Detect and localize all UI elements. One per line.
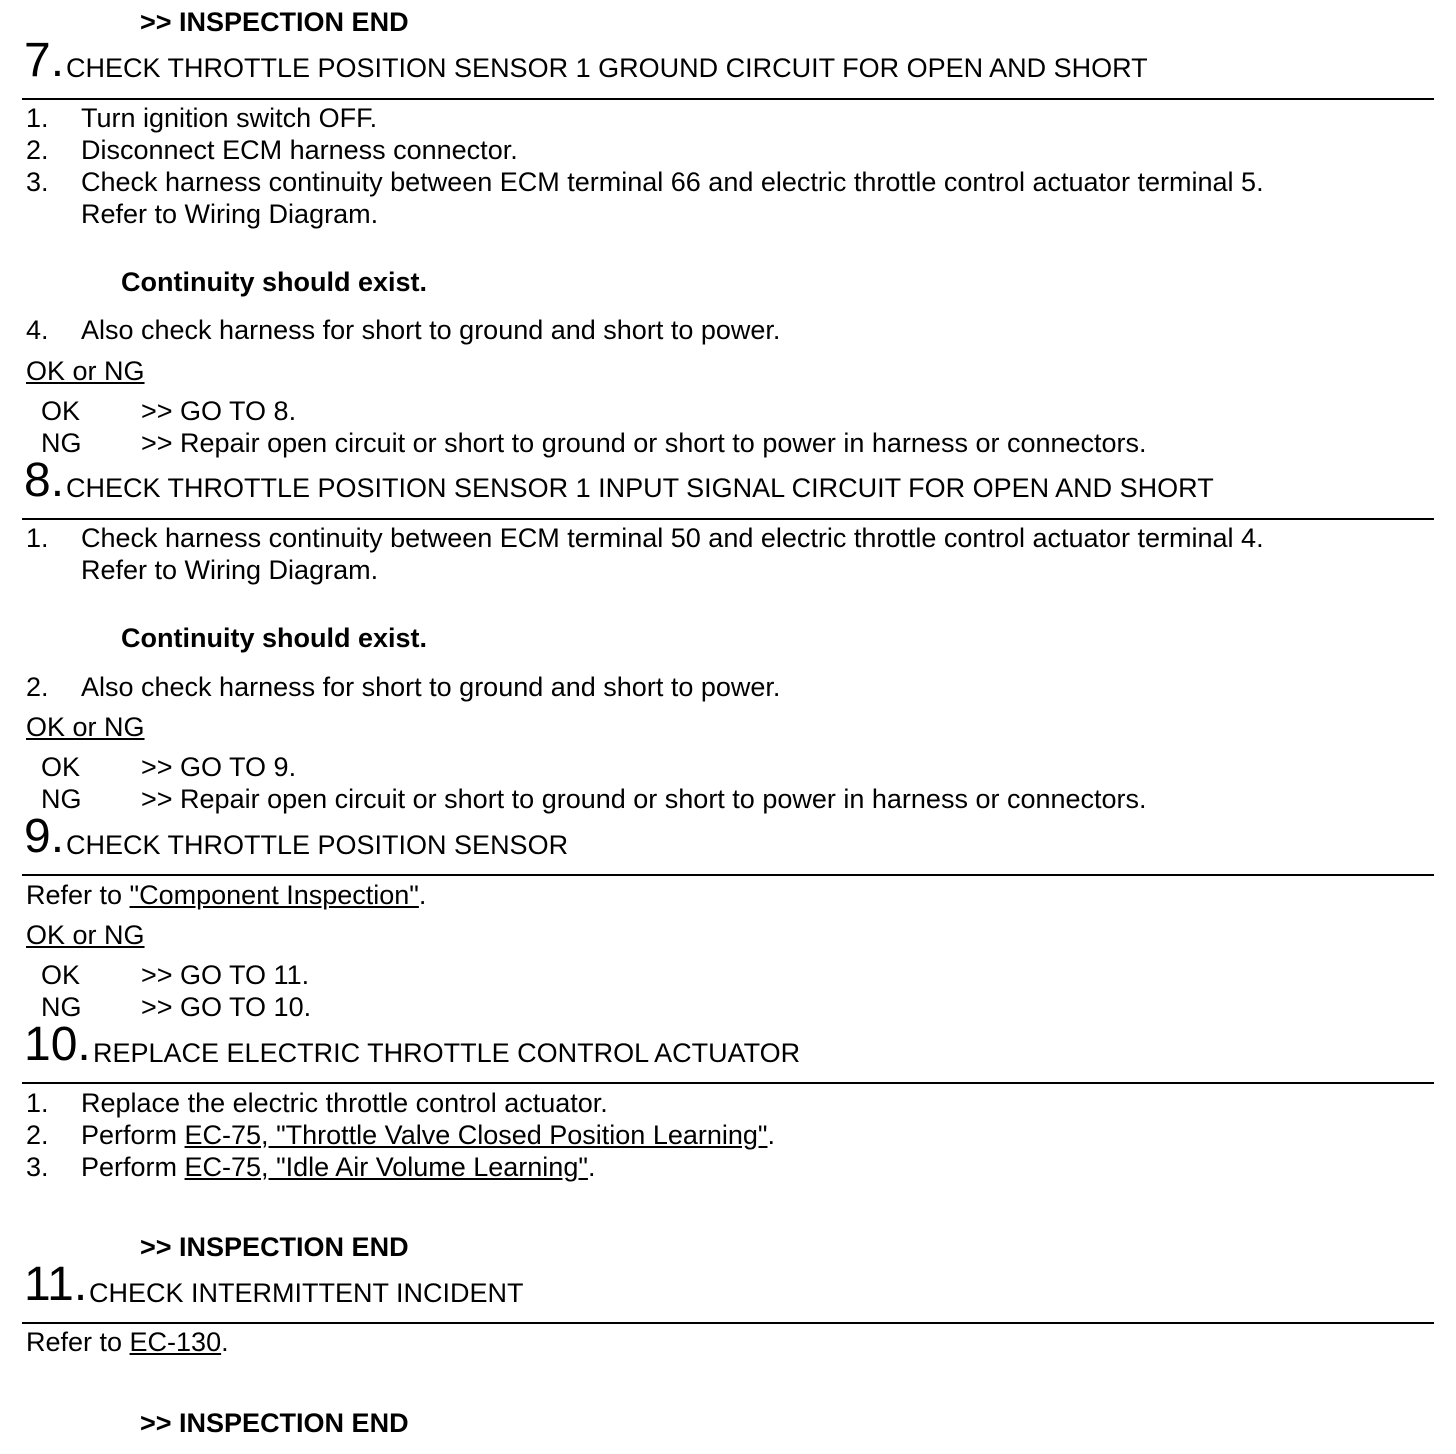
ng-label: NG	[41, 784, 82, 814]
section-divider	[22, 98, 1434, 100]
list-item: Replace the electric throttle control actuator.	[81, 1088, 608, 1118]
list-item-number: 3.	[26, 1152, 49, 1182]
step-number: 11.	[24, 1258, 88, 1311]
list-item-number: 1.	[26, 1088, 49, 1118]
ok-label: OK	[41, 396, 81, 426]
list-item-number: 2.	[26, 672, 49, 702]
list-item-number: 1.	[26, 523, 49, 553]
section-divider	[22, 1082, 1434, 1084]
idle-air-learning-link[interactable]: EC-75, "Idle Air Volume Learning"	[184, 1152, 588, 1182]
refer-line	[26, 1326, 229, 1358]
step-title: CHECK THROTTLE POSITION SENSOR	[66, 830, 569, 860]
perform-suffix: .	[767, 1120, 776, 1150]
ng-label: NG	[41, 428, 82, 458]
ok-ng-heading: OK or NG	[26, 920, 145, 950]
list-item-continuation: Refer to Wiring Diagram.	[81, 555, 379, 585]
list-item: Check harness continuity between ECM terminal 50 and electric throttle control actuator terminal 4.	[81, 523, 1264, 553]
list-item: Turn ignition switch OFF.	[81, 103, 378, 133]
step-number: 7.	[24, 34, 65, 87]
step-number: 9.	[24, 810, 65, 863]
throttle-learning-link[interactable]: EC-75, "Throttle Valve Closed Position Learning"	[184, 1120, 768, 1150]
refer-suffix: .	[221, 1327, 229, 1357]
ng-action: >> Repair open circuit or short to ground or short to power in harness or connectors.	[141, 784, 1147, 814]
ok-ng-heading: OK or NG	[26, 712, 145, 742]
step-number: 10.	[24, 1018, 91, 1071]
ok-label: OK	[41, 960, 81, 990]
ec-130-link[interactable]: EC-130	[129, 1327, 222, 1357]
inspection-end-label: >> INSPECTION END	[140, 1408, 409, 1438]
step-title: REPLACE ELECTRIC THROTTLE CONTROL ACTUATOR	[93, 1038, 801, 1068]
list-item-number: 3.	[26, 167, 49, 197]
refer-suffix: .	[418, 880, 427, 910]
list-item: Also check harness for short to ground and short to power.	[81, 315, 781, 345]
ok-action: >> GO TO 9.	[141, 752, 297, 782]
ng-label: NG	[41, 992, 82, 1022]
inspection-end-label: >> INSPECTION END	[140, 7, 409, 37]
spec-note: Continuity should exist.	[121, 623, 428, 653]
list-item: Disconnect ECM harness connector.	[81, 135, 518, 165]
list-item-number: 2.	[26, 135, 49, 165]
list-item: Also check harness for short to ground and short to power.	[81, 672, 781, 702]
step-number: 8.	[24, 454, 65, 507]
inspection-end-label: >> INSPECTION END	[140, 1232, 409, 1262]
perform-prefix: Perform	[81, 1152, 185, 1182]
perform-suffix: .	[587, 1152, 596, 1182]
step-title: CHECK THROTTLE POSITION SENSOR 1 GROUND CIRCUIT FOR OPEN AND SHORT	[66, 53, 1148, 83]
list-item-number: 4.	[26, 315, 49, 345]
ng-action: >> Repair open circuit or short to ground or short to power in harness or connectors.	[141, 428, 1147, 458]
ok-label: OK	[41, 752, 81, 782]
step-title: CHECK INTERMITTENT INCIDENT	[89, 1278, 524, 1308]
list-item-continuation: Refer to Wiring Diagram.	[81, 199, 379, 229]
component-inspection-link[interactable]: "Component Inspection"	[129, 880, 419, 910]
ok-action: >> GO TO 11.	[141, 960, 310, 990]
refer-prefix: Refer to	[26, 1327, 130, 1357]
refer-line	[26, 879, 426, 911]
section-divider	[22, 518, 1434, 520]
list-item	[81, 1151, 595, 1183]
refer-prefix: Refer to	[26, 880, 130, 910]
spec-note: Continuity should exist.	[121, 267, 428, 297]
step-title: CHECK THROTTLE POSITION SENSOR 1 INPUT SIGNAL CIRCUIT FOR OPEN AND SHORT	[66, 473, 1214, 503]
ok-action: >> GO TO 8.	[141, 396, 297, 426]
list-item-number: 1.	[26, 103, 49, 133]
list-item-number: 2.	[26, 1120, 49, 1150]
list-item	[81, 1119, 775, 1151]
section-divider	[22, 874, 1434, 876]
ok-ng-heading: OK or NG	[26, 356, 145, 386]
perform-prefix: Perform	[81, 1120, 185, 1150]
list-item: Check harness continuity between ECM terminal 66 and electric throttle control actuator terminal 5.	[81, 167, 1264, 197]
section-divider	[22, 1322, 1434, 1324]
ng-action: >> GO TO 10.	[141, 992, 312, 1022]
